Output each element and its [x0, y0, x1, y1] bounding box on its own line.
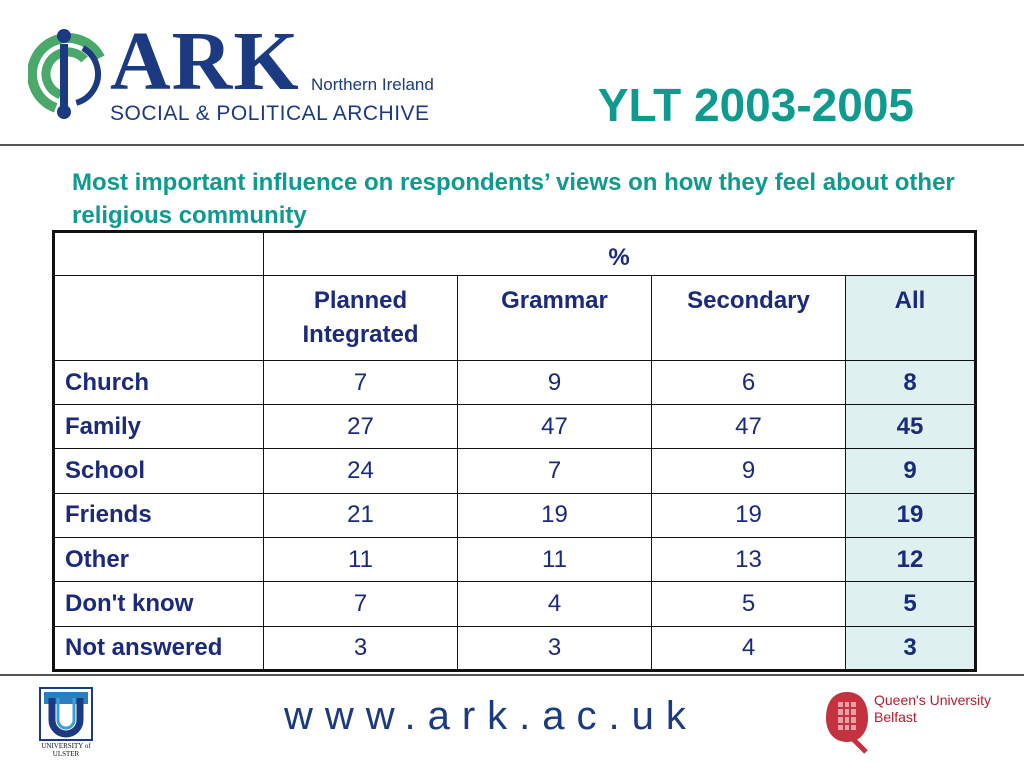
cell-planned-integrated: 7 — [264, 360, 458, 404]
cell-all: 19 — [846, 493, 976, 537]
cell-all: 9 — [846, 449, 976, 493]
footer-divider — [0, 674, 1024, 676]
qub-logo-text: Queen's University Belfast — [874, 692, 992, 725]
cell-secondary: 13 — [652, 538, 846, 582]
unit-header-row — [54, 232, 976, 276]
ark-logo — [28, 15, 438, 132]
ark-region-label: Northern Ireland — [311, 75, 434, 94]
results-table — [52, 230, 977, 672]
cell-all: 3 — [846, 626, 976, 670]
cell-planned-integrated: 24 — [264, 449, 458, 493]
cell-secondary: 19 — [652, 493, 846, 537]
table-row-friends — [54, 493, 976, 537]
column-header-row — [54, 276, 976, 361]
table-row-church — [54, 360, 976, 404]
cell-planned-integrated: 11 — [264, 538, 458, 582]
table-row-family — [54, 405, 976, 449]
cell-planned-integrated: 7 — [264, 582, 458, 626]
qub-crest-icon — [822, 688, 872, 754]
website-url[interactable]: www.ark.ac.uk — [284, 694, 698, 738]
cell-grammar: 47 — [458, 405, 652, 449]
table-row-not-answered — [54, 626, 976, 670]
cell-grammar: 9 — [458, 360, 652, 404]
column-header-all: All — [846, 276, 976, 361]
column-header-planned-integrated: Planned Integrated — [264, 276, 458, 361]
row-label: Friends — [54, 493, 264, 537]
row-label: Church — [54, 360, 264, 404]
row-label: Other — [54, 538, 264, 582]
row-label: Don't know — [54, 582, 264, 626]
qub-logo — [822, 688, 1002, 758]
cell-grammar: 11 — [458, 538, 652, 582]
cell-secondary: 47 — [652, 405, 846, 449]
cell-grammar: 4 — [458, 582, 652, 626]
table-row-school — [54, 449, 976, 493]
table-row-dont-know — [54, 582, 976, 626]
ark-subtitle-label: SOCIAL & POLITICAL ARCHIVE — [110, 102, 430, 125]
empty-corner-cell — [54, 232, 264, 276]
cell-secondary: 5 — [652, 582, 846, 626]
cell-planned-integrated: 27 — [264, 405, 458, 449]
table-row-other — [54, 538, 976, 582]
cell-secondary: 9 — [652, 449, 846, 493]
unit-header-cell: % — [264, 232, 976, 276]
cell-grammar: 7 — [458, 449, 652, 493]
header-divider — [0, 144, 1024, 146]
ulster-logo — [38, 686, 94, 758]
cell-all: 45 — [846, 405, 976, 449]
ark-wordmark: ARK — [110, 15, 300, 108]
row-label: School — [54, 449, 264, 493]
page-title: YLT 2003-2005 — [597, 79, 914, 131]
cell-planned-integrated: 3 — [264, 626, 458, 670]
table-caption: Most important influence on respondents’ views on how they feel about other religious community — [72, 169, 955, 229]
cell-all: 5 — [846, 582, 976, 626]
cell-planned-integrated: 21 — [264, 493, 458, 537]
row-label: Not answered — [54, 626, 264, 670]
cell-grammar: 19 — [458, 493, 652, 537]
cell-all: 12 — [846, 538, 976, 582]
ulster-logo-text: UNIVERSITY of ULSTER — [41, 742, 91, 758]
ulster-crest-icon — [38, 686, 94, 742]
empty-row-label-header — [54, 276, 264, 361]
row-label: Family — [54, 405, 264, 449]
cell-secondary: 4 — [652, 626, 846, 670]
cell-all: 8 — [846, 360, 976, 404]
column-header-secondary: Secondary — [652, 276, 846, 361]
column-header-grammar: Grammar — [458, 276, 652, 361]
cell-grammar: 3 — [458, 626, 652, 670]
ark-logo-mark-icon — [28, 22, 108, 122]
cell-secondary: 6 — [652, 360, 846, 404]
